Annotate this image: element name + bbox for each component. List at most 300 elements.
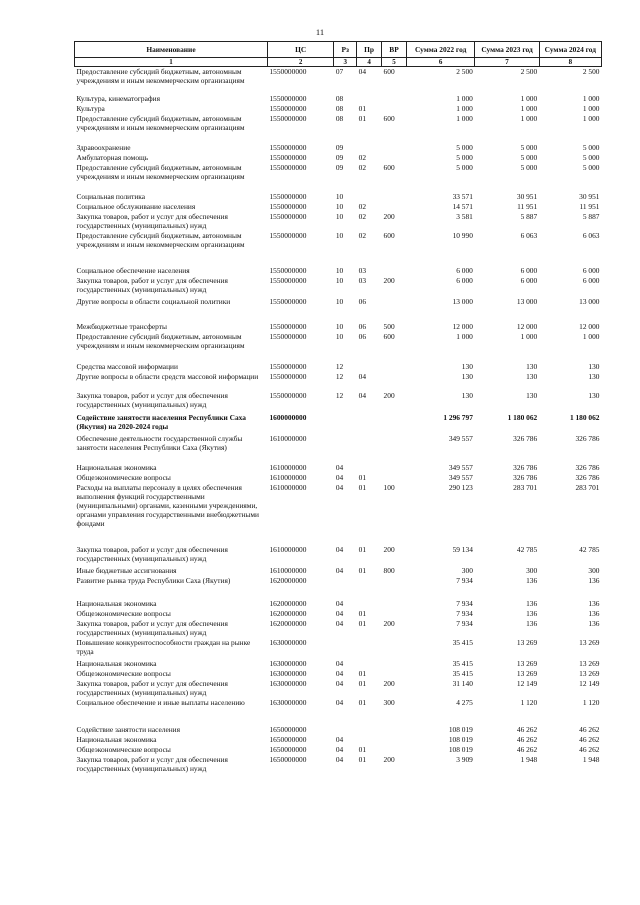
row-sum-2023: 6 063 [520,230,538,240]
row-rz: 10 [335,201,344,211]
row-sum-2024: 6 063 [582,230,600,240]
row-pr: 04 [358,67,367,76]
table-row [75,212,602,231]
table-row [75,413,602,434]
row-name: Культура, кинематография [76,93,160,103]
row-pr: 04 [358,371,367,381]
table-row [75,362,602,372]
row-rz: 09 [335,162,344,172]
row-cs: 1550000000 [269,275,307,285]
row-vr [382,659,407,669]
row-rz: 04 [335,744,344,754]
row-rz: 04 [335,462,344,472]
row-name: Развитие рынка труда Республики Саха (Якутия) [76,575,231,585]
row-sum-2022: 349 557 [448,462,473,472]
row-sum-2023: 13 000 [516,296,538,306]
row-pr: 02 [358,201,367,211]
row-sum-2022: 300 [461,565,473,575]
row-rz: 12 [335,371,344,381]
row-cs: 1630000000 [269,668,307,678]
row-sum-2023: 13 269 [516,658,538,668]
table-row [75,114,602,143]
row-pr: 02 [358,152,367,162]
row-sum-2024: 130 [588,361,600,371]
row-vr [382,362,407,372]
row-sum-2024: 300 [588,565,600,575]
table-row [75,679,602,698]
header-sum-2023: Сумма 2023 год [475,42,539,58]
row-sum-2024: 1 120 [582,697,600,707]
table-row [75,725,602,735]
row-pr: 01 [358,668,367,678]
row-sum-2024: 30 951 [579,191,600,201]
row-name: Общеэкономические вопросы [76,608,171,618]
row-sum-2024: 46 262 [579,734,600,744]
row-name: Закупка товаров, работ и услуг для обеспечения государственных (муниципальных) нужд [76,678,228,697]
row-sum-2024: 42 785 [579,544,600,554]
row-rz: 04 [335,697,344,707]
row-vr [382,202,407,212]
row-cs: 1550000000 [269,113,307,123]
header-rz: Рз [334,42,357,58]
row-vr [382,725,407,735]
row-vr: 600 [383,331,395,341]
row-sum-2023: 30 951 [516,191,538,201]
row-pr: 02 [358,162,367,172]
row-pr: 02 [358,230,367,240]
row-cs: 1550000000 [269,371,307,381]
row-name: Закупка товаров, работ и услуг для обеспечения государственных (муниципальных) нужд [76,618,228,637]
header-cs: ЦС [267,42,333,58]
row-cs: 1630000000 [269,678,307,688]
table-row [75,609,602,619]
row-vr: 600 [383,162,395,172]
row-name: Национальная экономика [76,658,157,668]
header-num-4: 4 [357,58,382,67]
row-name: Предоставление субсидий бюджетным, автономным учреждениям и иным некоммерческим организациям [76,331,245,350]
row-vr: 200 [383,618,395,628]
row-pr: 01 [358,113,367,123]
table-row [75,619,602,638]
row-cs: 1550000000 [269,321,307,331]
row-pr: 02 [358,211,367,221]
row-pr: 01 [358,697,367,707]
row-rz: 10 [335,211,344,221]
row-vr [382,599,407,609]
row-name: Содействие занятости населения [76,724,181,734]
row-rz: 04 [335,472,344,482]
header-num-3: 3 [334,58,357,67]
row-sum-2024: 12 149 [579,678,600,688]
table-row [75,735,602,745]
row-name: Другие вопросы в области социальной политики [76,296,231,306]
row-rz: 10 [335,296,344,306]
row-name: Предоставление субсидий бюджетным, автономным учреждениям и иным некоммерческим организациям [76,162,245,181]
table-row [75,473,602,483]
row-rz: 10 [335,331,344,341]
table-row [75,599,602,609]
row-sum-2024: 5 887 [582,211,600,221]
header-num-7: 7 [475,58,539,67]
header-num-5: 5 [382,58,407,67]
row-pr [357,94,382,104]
header-sum-2024: Сумма 2024 год [539,42,601,58]
header-vr: ВР [382,42,407,58]
row-pr: 01 [358,744,367,754]
row-sum-2024: 326 786 [575,462,600,472]
row-cs: 1620000000 [269,608,307,618]
row-pr [357,362,382,372]
row-pr: 03 [358,275,367,285]
header-num-1: 1 [75,58,268,67]
row-sum-2023: 1 948 [520,754,538,764]
table-row [75,463,602,473]
row-rz: 04 [335,544,344,554]
row-sum-2022: 349 557 [448,433,473,443]
table-row [75,483,602,545]
row-sum-2024: 12 000 [579,321,600,331]
row-name: Закупка товаров, работ и услуг для обеспечения государственных (муниципальных) нужд [76,390,228,409]
row-vr [382,745,407,755]
row-cs: 1610000000 [269,472,307,482]
row-sum-2022: 3 909 [456,754,473,764]
row-cs: 1550000000 [269,93,307,103]
row-sum-2022: 1 000 [456,331,473,341]
row-cs: 1550000000 [269,390,307,400]
row-sum-2023: 130 [526,361,538,371]
table-row [75,202,602,212]
table-row [75,297,602,322]
table-body [75,67,602,774]
row-name: Общеэкономические вопросы [76,668,171,678]
row-sum-2024: 326 786 [575,472,600,482]
row-sum-2023: 46 262 [516,744,538,754]
row-rz: 09 [335,142,344,152]
row-vr [382,143,407,153]
row-sum-2024: 13 000 [579,296,600,306]
row-sum-2023: 5 000 [520,152,538,162]
row-name: Повышение конкурентоспособности граждан на рынке труда [76,637,251,656]
row-sum-2022: 108 019 [448,734,473,744]
table-row [75,332,602,362]
row-cs: 1550000000 [269,211,307,221]
row-pr: 01 [358,472,367,482]
row-vr [382,463,407,473]
row-sum-2023: 5 887 [520,211,538,221]
row-pr: 04 [358,390,367,400]
row-sum-2023: 12 149 [516,678,538,688]
row-rz: 08 [335,93,344,103]
row-sum-2023: 136 [526,608,538,618]
row-sum-2024: 5 000 [582,162,600,172]
row-sum-2024: 13 269 [579,668,600,678]
row-sum-2024: 5 000 [582,152,600,162]
row-vr: 500 [383,321,395,331]
row-pr: 06 [358,296,367,306]
row-sum-2024: 46 262 [579,724,600,734]
row-cs: 1550000000 [269,162,307,172]
row-pr: 01 [358,565,367,575]
row-name: Социальное обеспечение и иные выплаты населению [76,697,245,707]
row-sum-2024: 1 000 [582,331,600,341]
row-cs: 1550000000 [269,191,307,201]
row-sum-2023: 326 786 [513,433,538,443]
row-pr [357,659,382,669]
row-sum-2022: 7 934 [456,575,473,585]
row-sum-2024: 1 180 062 [569,412,600,422]
row-sum-2022: 130 [461,361,473,371]
row-sum-2022: 59 134 [452,544,473,554]
row-pr [357,463,382,473]
row-vr [382,297,407,322]
row-cs: 1550000000 [269,103,307,113]
row-sum-2022: 13 000 [452,296,473,306]
row-sum-2024: 46 262 [579,744,600,754]
row-cs: 1630000000 [269,697,307,707]
table-row [75,698,602,725]
row-name: Амбулаторная помощь [76,152,149,162]
row-sum-2024: 13 269 [579,637,600,647]
row-sum-2024: 1 000 [582,113,600,123]
row-cs: 1630000000 [269,658,307,668]
row-sum-2024: 136 [588,575,600,585]
row-sum-2023: 13 269 [516,668,538,678]
row-name: Национальная экономика [76,462,157,472]
row-cs: 1550000000 [269,331,307,341]
row-sum-2022: 349 557 [448,472,473,482]
row-sum-2024: 136 [588,608,600,618]
row-rz: 04 [335,618,344,628]
row-sum-2022: 35 415 [452,668,473,678]
row-sum-2023: 2 500 [520,67,538,76]
row-sum-2022: 1 296 797 [443,412,473,422]
row-sum-2023: 1 120 [520,697,538,707]
row-pr: 01 [358,678,367,688]
row-cs: 1550000000 [269,265,307,275]
row-rz: 04 [335,678,344,688]
row-pr: 01 [358,544,367,554]
table-row [75,67,602,94]
row-sum-2024: 1 000 [582,93,600,103]
row-cs: 1610000000 [269,482,307,492]
row-name: Закупка товаров, работ и услуг для обеспечения государственных (муниципальных) нужд [76,754,228,773]
row-pr [357,434,382,463]
table-row [75,659,602,669]
row-cs: 1550000000 [269,296,307,306]
row-sum-2022: 33 571 [452,191,473,201]
table-row [75,231,602,266]
row-sum-2022: 6 000 [456,275,473,285]
row-sum-2023: 326 786 [513,462,538,472]
row-sum-2024: 326 786 [575,433,600,443]
row-rz [334,725,357,735]
row-sum-2022: 14 571 [452,201,473,211]
row-cs: 1620000000 [269,598,307,608]
row-rz: 04 [335,598,344,608]
row-name: Социальное обслуживание населения [76,201,196,211]
row-rz: 04 [335,734,344,744]
row-rz: 04 [335,482,344,492]
table-row [75,192,602,202]
row-cs: 1620000000 [269,618,307,628]
row-vr [382,669,407,679]
row-sum-2023: 1 000 [520,103,538,113]
row-sum-2022: 1 000 [456,113,473,123]
row-vr: 600 [383,230,395,240]
table-row [75,669,602,679]
row-cs: 1550000000 [269,142,307,152]
row-pr: 06 [358,331,367,341]
row-pr: 03 [358,265,367,275]
row-sum-2023: 130 [526,390,538,400]
header-num-2: 2 [267,58,333,67]
row-cs: 1610000000 [269,462,307,472]
row-sum-2024: 130 [588,371,600,381]
row-sum-2022: 7 934 [456,598,473,608]
row-pr [357,413,382,434]
row-name: Общеэкономические вопросы [76,744,171,754]
row-sum-2023: 5 000 [520,142,538,152]
row-vr [382,735,407,745]
row-sum-2023: 13 269 [516,637,538,647]
row-pr [357,599,382,609]
row-sum-2022: 12 000 [452,321,473,331]
row-name: Иные бюджетные ассигнования [76,565,177,575]
row-vr [382,434,407,463]
row-vr [382,94,407,104]
row-sum-2023: 326 786 [513,472,538,482]
row-sum-2024: 1 000 [582,103,600,113]
row-sum-2024: 5 000 [582,142,600,152]
row-sum-2022: 130 [461,390,473,400]
row-sum-2022: 10 990 [452,230,473,240]
row-sum-2024: 1 948 [582,754,600,764]
table-row [75,745,602,755]
row-name: Предоставление субсидий бюджетным, автономным учреждениям и иным некоммерческим организациям [76,113,245,132]
row-sum-2023: 46 262 [516,734,538,744]
row-rz: 10 [335,265,344,275]
row-vr [382,104,407,114]
row-rz: 12 [335,390,344,400]
row-sum-2022: 3 581 [456,211,473,221]
row-sum-2023: 136 [526,598,538,608]
row-rz: 08 [335,103,344,113]
row-cs: 1550000000 [269,230,307,240]
row-name: Социальное обеспечение населения [76,265,190,275]
row-vr [382,266,407,276]
row-cs: 1650000000 [269,724,307,734]
table-row [75,755,602,774]
row-sum-2023: 1 000 [520,331,538,341]
row-sum-2023: 300 [526,565,538,575]
row-name: Закупка товаров, работ и услуг для обеспечения государственных (муниципальных) нужд [76,544,228,563]
row-cs: 1650000000 [269,734,307,744]
row-pr [357,638,382,659]
budget-table [74,41,602,774]
row-cs: 1650000000 [269,754,307,764]
table-row [75,143,602,153]
row-vr [382,473,407,483]
row-sum-2023: 136 [526,575,538,585]
row-sum-2024: 136 [588,618,600,628]
row-name: Закупка товаров, работ и услуг для обеспечения государственных (муниципальных) нужд [76,211,228,230]
row-rz [334,576,357,599]
row-name: Национальная экономика [76,734,157,744]
row-name: Здравоохранение [76,142,131,152]
row-name: Общеэкономические вопросы [76,472,171,482]
row-rz: 04 [335,754,344,764]
row-sum-2022: 35 415 [452,658,473,668]
row-pr [357,725,382,735]
row-rz: 07 [335,67,344,76]
row-sum-2022: 290 123 [448,482,473,492]
row-sum-2022: 35 415 [452,637,473,647]
row-sum-2022: 7 934 [456,608,473,618]
row-vr: 200 [383,678,395,688]
row-name: Другие вопросы в области средств массовой информации [76,371,259,381]
row-rz: 04 [335,608,344,618]
table-row [75,391,602,413]
table-row [75,153,602,163]
row-vr [382,638,407,659]
row-name: Закупка товаров, работ и услуг для обеспечения государственных (муниципальных) нужд [76,275,228,294]
row-cs: 1610000000 [269,544,307,554]
row-pr: 01 [358,608,367,618]
page-number: 11 [315,27,325,37]
row-cs: 1550000000 [269,361,307,371]
row-name: Культура [76,103,105,113]
row-sum-2023: 283 701 [513,482,538,492]
row-pr [357,735,382,745]
row-rz: 04 [335,565,344,575]
table-row [75,163,602,192]
row-cs: 1600000000 [269,412,307,422]
row-rz [334,413,357,434]
row-sum-2023: 1 000 [520,93,538,103]
row-sum-2022: 6 000 [456,265,473,275]
table-row [75,94,602,104]
header-num-6: 6 [406,58,474,67]
row-rz: 10 [335,321,344,331]
row-vr [382,372,407,391]
row-cs: 1610000000 [269,565,307,575]
row-sum-2022: 108 019 [448,744,473,754]
row-sum-2023: 12 000 [516,321,538,331]
row-name: Средства массовой информации [76,361,178,371]
header-sum-2022: Сумма 2022 год [406,42,474,58]
row-rz: 10 [335,230,344,240]
row-sum-2024: 6 000 [582,265,600,275]
table-row [75,104,602,114]
row-name: Социальная политика [76,191,146,201]
row-cs: 1550000000 [269,152,307,162]
row-sum-2022: 7 934 [456,618,473,628]
row-sum-2023: 42 785 [516,544,538,554]
table-row [75,638,602,659]
table-row [75,566,602,576]
row-rz: 04 [335,658,344,668]
row-pr [357,192,382,202]
row-sum-2022: 1 000 [456,93,473,103]
row-sum-2023: 5 000 [520,162,538,172]
row-sum-2024: 6 000 [582,275,600,285]
table-row [75,576,602,599]
row-vr: 200 [383,754,395,764]
row-name: Национальная экономика [76,598,157,608]
row-sum-2022: 4 275 [456,697,473,707]
row-sum-2024: 130 [588,390,600,400]
row-rz: 12 [335,361,344,371]
